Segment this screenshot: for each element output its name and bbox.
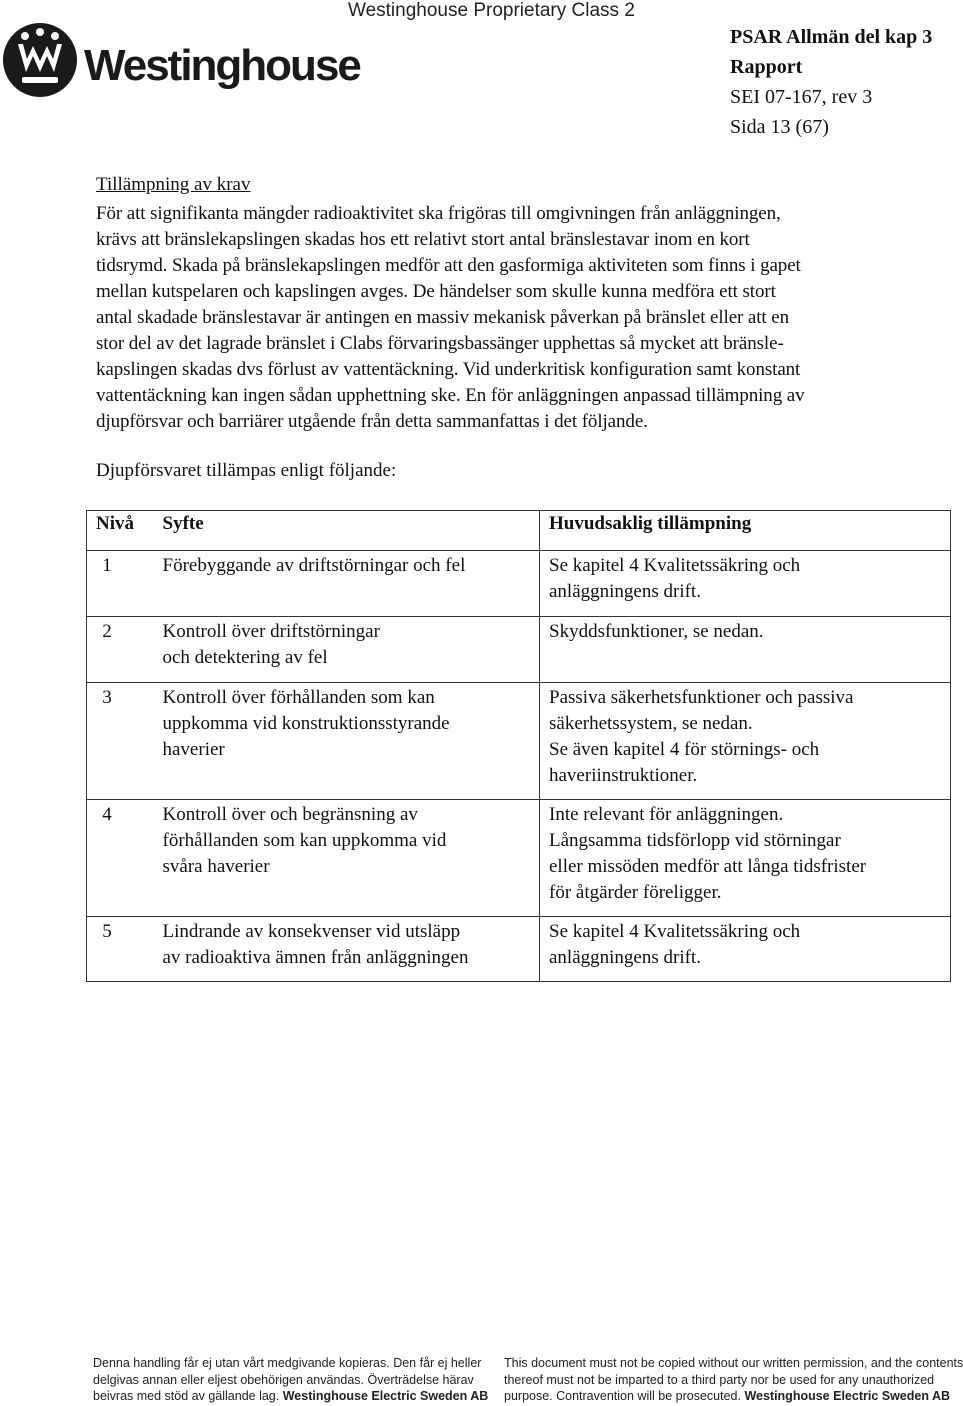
application-text: haveriinstruktioner. [549, 765, 698, 786]
paragraph-line: antal skadade bränslestavar är antingen en massiv mekanisk påverkan på bränslet eller att en [96, 307, 789, 328]
application-text: säkerhetssystem, se nedan. [549, 713, 753, 734]
footer-line: This document must not be copied without our written permission, and the contents [504, 1356, 963, 1370]
application-text: för åtgärder föreligger. [549, 882, 722, 903]
header-purpose: Syfte [151, 511, 540, 551]
application-text: Se kapitel 4 Kvalitetssäkring och [549, 555, 801, 576]
application-text: eller missöden medför att långa tidsfrister [549, 856, 867, 877]
application-text: Skyddsfunktioner, se nedan. [549, 621, 764, 642]
purpose-text: och detektering av fel [162, 647, 328, 668]
table-row [87, 917, 951, 982]
table-intro: Djupförsvaret tillämpas enligt följande: [96, 460, 397, 481]
classification-label: Westinghouse Proprietary Class 2 [348, 0, 635, 21]
purpose-text: förhållanden som kan uppkomma vid [162, 830, 447, 851]
footer-swedish [93, 1355, 493, 1405]
purpose-text: av radioaktiva ämnen från anläggningen [162, 947, 469, 968]
paragraph-line: mellan kutspelaren och kapslingen avges. De händelser som skulle kunna medföra ett stort [96, 281, 776, 302]
purpose-text: uppkomma vid konstruktionsstyrande [162, 713, 450, 734]
body-paragraph [96, 201, 956, 435]
application-text: Passiva säkerhetsfunktioner och passiva [549, 687, 854, 708]
level-number: 5 [102, 921, 112, 942]
paragraph-line: kapslingen skadas dvs förlust av vattentäckning. Vid underkritisk konfiguration samt konstant [96, 359, 801, 380]
footer-english [504, 1355, 963, 1405]
purpose-text: haverier [162, 739, 225, 760]
application-text: anläggningens drift. [549, 947, 701, 968]
footer-line: beivras med stöd av gällande lag. Westinghouse Electric Sweden AB [93, 1389, 489, 1403]
svg-text:Westinghouse: Westinghouse [84, 41, 360, 90]
header-application: Huvudsaklig tillämpning [540, 511, 951, 551]
table-row [87, 683, 951, 800]
purpose-text: svåra haverier [162, 856, 270, 877]
section-heading: Tillämpning av krav [96, 174, 251, 195]
footer-company: Westinghouse Electric Sweden AB [282, 1389, 489, 1403]
paragraph-line: vattentäckning kan ingen sådan upphettning ske. En för anläggningen anpassad tillämpning av [96, 385, 805, 406]
table-row [87, 551, 951, 617]
paragraph-line: krävs att bränslekapslingen skadas hos ett relativt stort antal bränslestavar inom en kort [96, 229, 750, 250]
table-row [87, 800, 951, 917]
document-id: SEI 07-167, rev 3 [730, 86, 873, 108]
paragraph-line: För att signifikanta mängder radioaktivitet ska frigöras till omgivningen från anläggningen, [96, 203, 781, 224]
level-number: 4 [102, 804, 112, 825]
document-title: PSAR Allmän del kap 3 [730, 26, 933, 48]
application-text: Inte relevant för anläggningen. [549, 804, 784, 825]
table-header-row [87, 511, 951, 551]
defense-in-depth-table [86, 510, 951, 982]
paragraph-line: tidsrymd. Skada på bränslekapslingen medför att den gasformiga aktiviteten som finns i gapet [96, 255, 801, 276]
purpose-text: Förebyggande av driftstörningar och fel [162, 555, 466, 576]
page-number: Sida 13 (67) [730, 116, 829, 138]
footer-company: Westinghouse Electric Sweden AB [744, 1389, 951, 1403]
header-level: Nivå [87, 511, 151, 551]
paragraph-line: djupförsvar och barriärer utgående från detta sammanfattas i det följande. [96, 411, 648, 432]
application-text: Långsamma tidsförlopp vid störningar [549, 830, 841, 851]
level-number: 1 [102, 555, 112, 576]
footer-line: purpose. Contravention will be prosecuted. Westinghouse Electric Sweden AB [504, 1389, 951, 1403]
purpose-text: Lindrande av konsekvenser vid utsläpp [162, 921, 461, 942]
purpose-text: Kontroll över förhållanden som kan [162, 687, 435, 708]
table-row [87, 617, 951, 683]
footer-line: delgivas annan eller eljest obehörigen användas. Överträdelse härav [93, 1372, 474, 1387]
paragraph-line: stor del av det lagrade bränslet i Clabs förvaringsbassänger upphettas så mycket att bränsle- [96, 333, 784, 354]
footer-line: Denna handling får ej utan vårt medgivande kopieras. Den får ej heller [93, 1356, 482, 1370]
document-type: Rapport [730, 56, 803, 78]
application-text: anläggningens drift. [549, 581, 701, 602]
footer-line: thereof must not be imparted to a third party nor be used for any unauthorized [504, 1372, 935, 1387]
level-number: 2 [102, 621, 112, 642]
application-text: Se kapitel 4 Kvalitetssäkring och [549, 921, 801, 942]
purpose-text: Kontroll över driftstörningar [162, 621, 380, 642]
level-number: 3 [102, 687, 112, 708]
westinghouse-logo [2, 17, 360, 107]
document-header [730, 22, 960, 142]
purpose-text: Kontroll över och begränsning av [162, 804, 418, 825]
application-text: Se även kapitel 4 för störnings- och [549, 739, 820, 760]
